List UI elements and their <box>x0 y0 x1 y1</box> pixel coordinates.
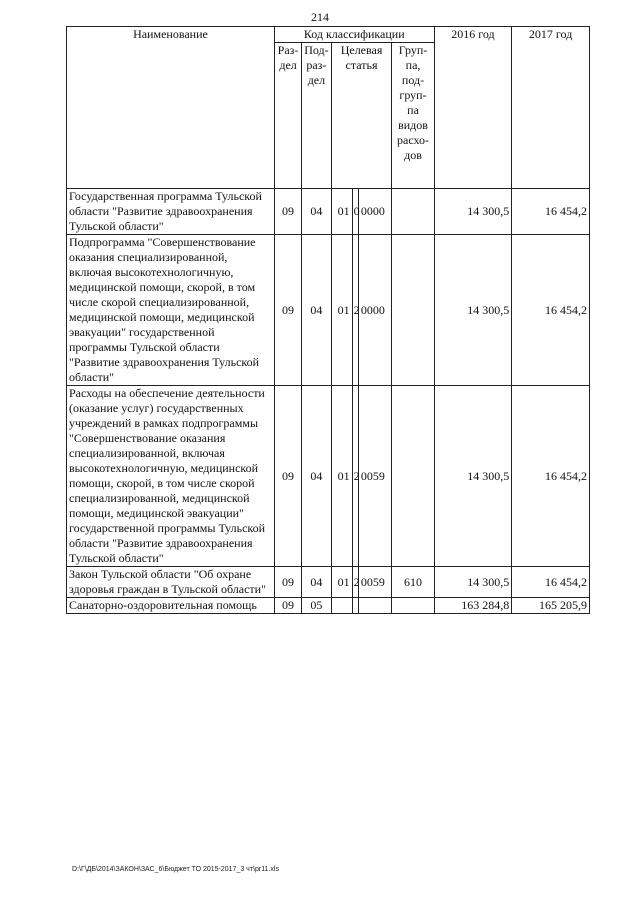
row-amount-2016: 14 300,5 <box>434 567 512 598</box>
row-program <box>331 598 352 614</box>
row-amount-2016: 14 300,5 <box>434 235 512 386</box>
row-vid <box>392 189 434 235</box>
row-direction: 0000 <box>358 189 392 235</box>
row-amount-2017: 16 454,2 <box>512 386 590 567</box>
row-subprogram: 2 <box>352 235 358 386</box>
row-amount-2017: 16 454,2 <box>512 189 590 235</box>
column-header-target-article: Целевая статья <box>331 43 392 189</box>
row-subprogram: 2 <box>352 386 358 567</box>
row-amount-2016: 14 300,5 <box>434 386 512 567</box>
row-amount-2017: 16 454,2 <box>512 567 590 598</box>
column-header-2016: 2016 год <box>434 27 512 189</box>
column-header-2017: 2017 год <box>512 27 590 189</box>
row-vid: 610 <box>392 567 434 598</box>
row-subprogram: 0 <box>352 189 358 235</box>
row-podrazdel: 04 <box>302 235 331 386</box>
row-razdel: 09 <box>274 598 301 614</box>
table-row <box>67 598 590 614</box>
row-vid <box>392 235 434 386</box>
row-program: 01 <box>331 567 352 598</box>
row-razdel: 09 <box>274 235 301 386</box>
row-name: Государственная программа Тульской области "Развитие здравоохранения Тульской области" <box>67 189 275 235</box>
column-header-name: Наименование <box>67 27 275 189</box>
row-podrazdel: 04 <box>302 567 331 598</box>
row-direction: 0059 <box>358 567 392 598</box>
row-direction <box>358 598 392 614</box>
column-header-podrazdel: Под- раз- дел <box>302 43 331 189</box>
row-amount-2017: 16 454,2 <box>512 235 590 386</box>
row-amount-2016: 14 300,5 <box>434 189 512 235</box>
table-row <box>67 386 590 567</box>
row-name: Закон Тульской области "Об охране здоровья граждан в Тульской области" <box>67 567 275 598</box>
row-podrazdel: 04 <box>302 189 331 235</box>
row-subprogram: 2 <box>352 567 358 598</box>
budget-table <box>66 26 590 614</box>
column-header-classification: Код классификации <box>274 27 434 43</box>
column-header-vid-raskhodov: Груп- па, под- груп- па видов расхо- дов <box>392 43 434 189</box>
row-direction: 0059 <box>358 386 392 567</box>
row-vid <box>392 598 434 614</box>
table-row <box>67 567 590 598</box>
table-row <box>67 189 590 235</box>
row-direction: 0000 <box>358 235 392 386</box>
row-vid <box>392 386 434 567</box>
row-amount-2017: 165 205,9 <box>512 598 590 614</box>
row-podrazdel: 05 <box>302 598 331 614</box>
row-razdel: 09 <box>274 189 301 235</box>
row-amount-2016: 163 284,8 <box>434 598 512 614</box>
header-row-1 <box>67 27 590 43</box>
column-header-razdel: Раз- дел <box>274 43 301 189</box>
page-number: 214 <box>311 10 329 24</box>
row-name: Расходы на обеспечение деятельности (оказание услуг) государственных учреждений в рамках подпрограммы "Совершенствование оказания специализированной, включая высокотехнологичную, медицинской помощи, скорой, в том числе скорой специализированной, медицинской помощи, медицинской эвакуации" государственной программы Тульской области "Развитие здравоохранения Тульской области" <box>67 386 275 567</box>
row-program: 01 <box>331 189 352 235</box>
row-razdel: 09 <box>274 386 301 567</box>
file-path-footer: D:\Г\ДБ\2014\ЗАКОН\ЗАС_6\Бюджет ТО 2015-2017_3 чт\pr11.xls <box>72 866 279 873</box>
row-podrazdel: 04 <box>302 386 331 567</box>
row-name: Подпрограмма "Совершенствование оказания специализированной, включая высокотехнологичную, медицинской помощи, скорой, в том числе скорой специализированной, медицинской помощи, медицинской эвакуации" государственной программы Тульской области "Развитие здравоохранения Тульской области" <box>67 235 275 386</box>
row-program: 01 <box>331 235 352 386</box>
row-razdel: 09 <box>274 567 301 598</box>
table-row <box>67 235 590 386</box>
row-name: Санаторно-оздоровительная помощь <box>67 598 275 614</box>
row-program: 01 <box>331 386 352 567</box>
